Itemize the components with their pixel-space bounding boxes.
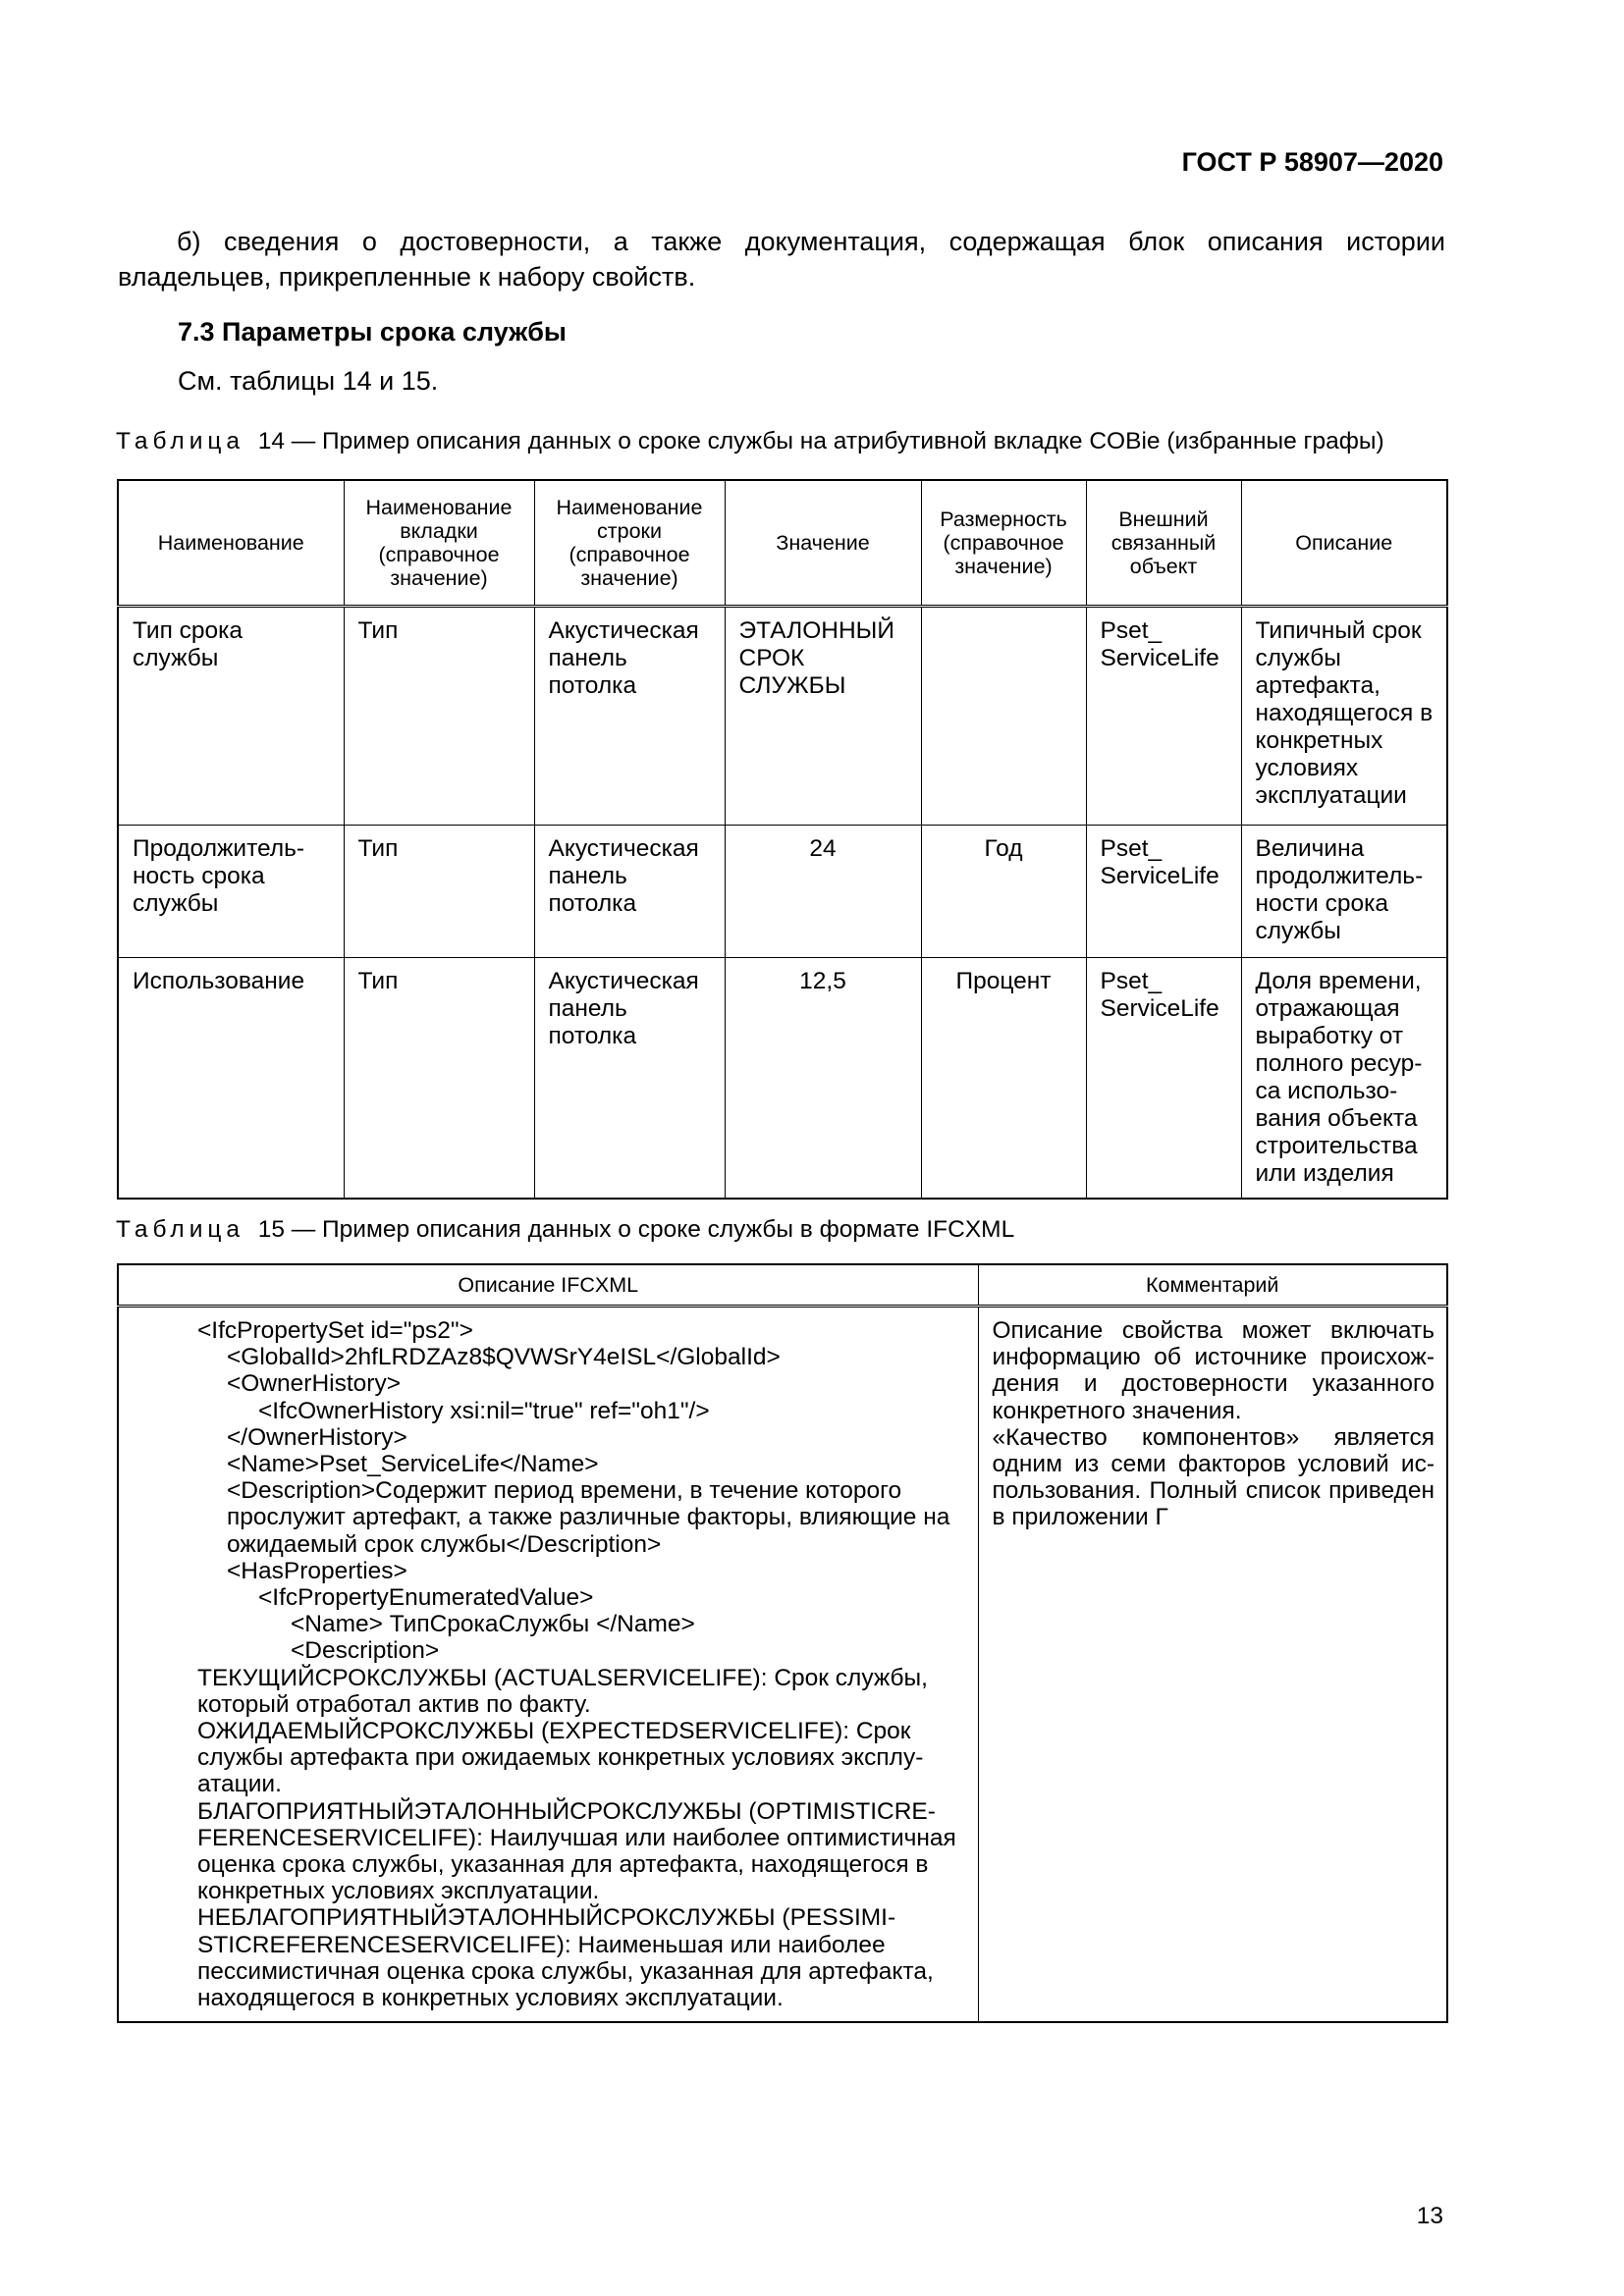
table14-header-cell: Наименование	[118, 480, 344, 607]
table-row	[118, 958, 1447, 1200]
xml-line: <IfcPropertyEnumeratedValue>	[258, 1584, 594, 1612]
table-cell: Тип срока службы	[118, 607, 344, 826]
table14-header-cell: Наименование строки (справочное значение)	[534, 480, 725, 607]
comment-paragraph: «Качество компонентов» является одним из семи факторов условий использования. Полный список приведен в приложении Г	[992, 1423, 1435, 1531]
table-cell: Pset_ ServiceLife	[1086, 826, 1241, 958]
table-15	[117, 1263, 1448, 2023]
table-cell: Процент	[921, 958, 1086, 1200]
table-cell: Тип	[344, 958, 534, 1200]
table14-header-row	[118, 480, 1447, 607]
xml-line: </OwnerHistory>	[227, 1423, 407, 1451]
table-14	[117, 479, 1448, 1200]
table-cell: Акустическая панель потолка	[534, 826, 725, 958]
table-cell: Pset_ ServiceLife	[1086, 607, 1241, 826]
table15-caption	[116, 1216, 1014, 1244]
table14-header-cell: Размерность (справочное значение)	[921, 480, 1086, 607]
table-row	[118, 826, 1447, 958]
comment-cell	[978, 1307, 1447, 2023]
table-cell	[921, 607, 1086, 826]
table15-caption-text: 15 — Пример описания данных о сроке службы в формате IFCXML	[257, 1216, 1015, 1243]
table-row	[118, 607, 1447, 826]
xml-line: <OwnerHistory>	[227, 1370, 402, 1398]
xml-line: <Name>Pset_ServiceLife</Name>	[227, 1451, 599, 1478]
table14-header-cell: Значение	[725, 480, 921, 607]
table14-caption-text: 14 — Пример описания данных о сроке службы на атрибутивной вкладке COBie (избранные графы)	[257, 428, 1384, 454]
table-cell: Продолжительность срока службы	[118, 826, 344, 958]
table14-caption-label: Таблица	[116, 428, 245, 454]
table15-header-cell: Описание IFCXML	[118, 1264, 978, 1307]
table-row	[118, 1307, 1447, 2023]
document-code: ГОСТ Р 58907—2020	[1181, 147, 1443, 177]
page-number: 13	[1416, 2203, 1443, 2229]
xml-line: <Description>Содержит период времени, в течение которого прослужит артефакт, а также различные факторы, влияющие на ожидаемый срок службы</Description>	[227, 1477, 950, 1558]
table-cell: Акустическая панель потолка	[534, 958, 725, 1200]
table15-header-row	[118, 1264, 1447, 1307]
table14-header-cell: Внешний связанный объект	[1086, 480, 1241, 607]
table-cell: Акустическая панель потолка	[534, 607, 725, 826]
xml-line: <Description>	[291, 1637, 440, 1665]
see-tables-note: См. таблицы 14 и 15.	[178, 366, 439, 396]
section-heading: 7.3 Параметры срока службы	[178, 317, 567, 347]
table-cell: Величина продолжительности срока службы	[1241, 826, 1447, 958]
table-cell: Типичный срок службы артефакта, находящегося в конкретных условиях эксплуатации	[1241, 607, 1447, 826]
table-cell: Доля времени, отражающая выработку от полного ресурса использования объекта строительства или изделия	[1241, 958, 1447, 1200]
table-cell: Год	[921, 826, 1086, 958]
table-cell: Тип	[344, 826, 534, 958]
table-cell: Использование	[118, 958, 344, 1200]
table15-caption-label: Таблица	[116, 1216, 245, 1243]
xml-enum-text: ОЖИДАЕМЫЙСРОКСЛУЖБЫ (EXPECTEDSERVICELIFE): Срок службы артефакта при ожидаемых конкретных условиях эксплуатации.	[197, 1718, 924, 1798]
table-cell: ЭТАЛОННЫЙ СРОК СЛУЖБЫ	[725, 607, 921, 826]
table-cell: Pset_ ServiceLife	[1086, 958, 1241, 1200]
xml-line: <IfcOwnerHistory xsi:nil="true" ref="oh1"/>	[258, 1397, 710, 1424]
table14-caption	[116, 428, 1384, 455]
table14-header-cell: Наименование вкладки (справочное значение)	[344, 480, 534, 607]
xml-enum-text: НЕБЛАГОПРИЯТНЫЙЭТАЛОННЫЙСРОКСЛУЖБЫ (PESSIMISTICREFERENCESERVICELIFE): Наименьшая или наиболее пессимистичная оценка срока службы, указанная для артефакта, находящегося в конкретных условиях эксплуатации.	[197, 1904, 934, 2012]
xml-enum-text: БЛАГОПРИЯТНЫЙЭТАЛОННЫЙСРОКСЛУЖБЫ (OPTIMISTICREFERENCESERVICELIFE): Наилучшая или наиболее оптимистичная оценка срока службы, указанная для артефакта, находящегося в конкретных условиях эксплуатации.	[197, 1797, 956, 1905]
xml-description-cell	[118, 1307, 978, 2023]
table14-header-cell: Описание	[1241, 480, 1447, 607]
table-cell: 24	[725, 826, 921, 958]
xml-enum-text: ТЕКУЩИЙСРОКСЛУЖБЫ (ACTUALSERVICELIFE): Срок службы, который отработал актив по факту.	[197, 1664, 928, 1718]
xml-line: <GlobalId>2hfLRDZAz8$QVWSrY4eISL</GlobalId>	[227, 1344, 781, 1371]
table-cell: Тип	[344, 607, 534, 826]
intro-paragraph: б) сведения о достоверности, а также документация, содержащая блок описания истории владельцев, прикрепленные к набору свойств.	[118, 227, 1445, 292]
xml-line: <Name> ТипСрокаСлужбы </Name>	[291, 1611, 695, 1638]
table15-header-cell: Комментарий	[978, 1264, 1447, 1307]
table-cell: 12,5	[725, 958, 921, 1200]
xml-line: <IfcPropertySet id="ps2">	[197, 1317, 473, 1344]
xml-line: <HasProperties>	[227, 1557, 407, 1584]
comment-paragraph: Описание свойства может включать информацию об источнике происхождения и достоверности указанного конкретного значения.	[992, 1317, 1435, 1424]
